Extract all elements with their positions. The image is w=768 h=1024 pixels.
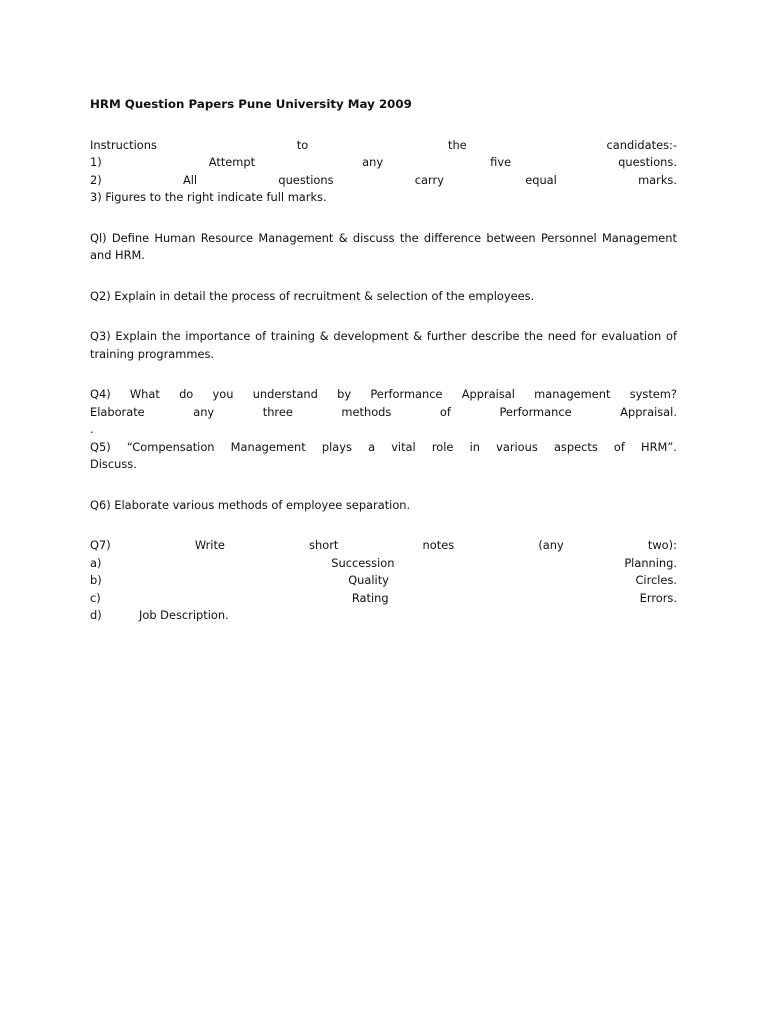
word: Write: [194, 538, 225, 552]
question-6: Q6) Elaborate various methods of employee separation.: [90, 497, 411, 512]
word: Q5): [90, 439, 111, 454]
item-d-text: Job Description.: [139, 608, 229, 622]
word: the: [448, 137, 467, 152]
word: questions: [278, 172, 334, 187]
question-7-item-b: [90, 572, 677, 590]
word: management: [534, 387, 611, 401]
word: questions.: [618, 155, 677, 169]
word: Management: [230, 439, 306, 454]
question-4-line-1: [90, 386, 677, 404]
word: All: [182, 172, 198, 187]
word: (any: [538, 538, 564, 552]
word: Appraisal: [461, 387, 515, 401]
word: five: [490, 155, 512, 169]
word: three: [262, 404, 293, 419]
word: you: [212, 387, 234, 401]
word: “Compensation: [126, 439, 215, 454]
word: marks.: [638, 172, 677, 187]
question-7-item-c: [90, 590, 677, 608]
word: to: [296, 137, 309, 152]
word: equal: [525, 172, 557, 187]
word: any: [362, 155, 384, 169]
item-d-label: d): [90, 608, 102, 622]
instructions-line-2: [90, 154, 677, 172]
word: two):: [647, 538, 677, 552]
word: Quality: [348, 573, 389, 587]
question-7-item-d: [90, 607, 677, 625]
word: plays: [321, 439, 352, 454]
spacer: [90, 474, 677, 497]
word: of: [613, 439, 625, 454]
word: role: [431, 439, 454, 454]
spacer: [90, 514, 677, 537]
word: Performance: [499, 404, 572, 419]
word: Appraisal.: [620, 404, 677, 419]
instructions-line-3: [90, 172, 677, 190]
word: understand: [252, 387, 318, 401]
question-3: Q3) Explain the importance of training & development & further describe the need for evaluation of training programmes.: [90, 329, 677, 361]
question-4-line-2: [90, 404, 677, 422]
word: Attempt: [208, 155, 256, 169]
word: Q4): [90, 387, 111, 401]
word: do: [179, 387, 194, 401]
word: carry: [414, 172, 444, 187]
word: system?: [629, 387, 677, 401]
word: any: [193, 404, 215, 419]
word: 1): [90, 155, 102, 169]
spacer: [90, 363, 677, 386]
question-5-line-2: Discuss.: [90, 457, 137, 471]
word: b): [90, 573, 102, 587]
word: Elaborate: [90, 404, 145, 419]
spacer: [90, 265, 677, 288]
word: of: [439, 404, 451, 419]
instructions-line-4: 3) Figures to the right indicate full marks.: [90, 190, 327, 204]
question-7-line-1: [90, 537, 677, 555]
question-5-line-1: [90, 439, 677, 457]
word: HRM”.: [641, 439, 677, 454]
question-2: Q2) Explain in detail the process of recruitment & selection of the employees.: [90, 288, 535, 303]
question-4-line-3: .: [90, 422, 94, 436]
word: vital: [391, 439, 416, 454]
word: a: [368, 439, 376, 454]
instructions-line-1: [90, 137, 677, 155]
word: Rating: [351, 590, 389, 605]
spacer: [90, 207, 677, 230]
document-title: HRM Question Papers Pune University May 2009: [90, 97, 412, 111]
word: candidates:-: [606, 137, 677, 152]
word: Performance: [370, 387, 443, 401]
word: methods: [341, 404, 392, 419]
word: short: [309, 538, 339, 552]
word: Succession: [331, 555, 395, 570]
word: What: [129, 387, 160, 401]
word: Errors.: [639, 590, 677, 605]
word: various: [496, 439, 538, 454]
word: Planning.: [624, 555, 677, 570]
question-7-item-a: [90, 555, 677, 573]
question-1: Ql) Define Human Resource Management & discuss the difference between Personnel Management and HRM.: [90, 230, 677, 262]
word: notes: [422, 538, 455, 552]
question-paper: [90, 96, 677, 625]
word: Circles.: [635, 573, 677, 587]
word: in: [469, 439, 480, 454]
word: by: [337, 387, 352, 401]
spacer: [90, 305, 677, 328]
word: Instructions: [90, 137, 157, 152]
word: a): [90, 555, 102, 570]
word: Q7): [90, 538, 111, 552]
word: c): [90, 590, 101, 605]
word: 2): [90, 172, 102, 187]
word: aspects: [553, 439, 598, 454]
